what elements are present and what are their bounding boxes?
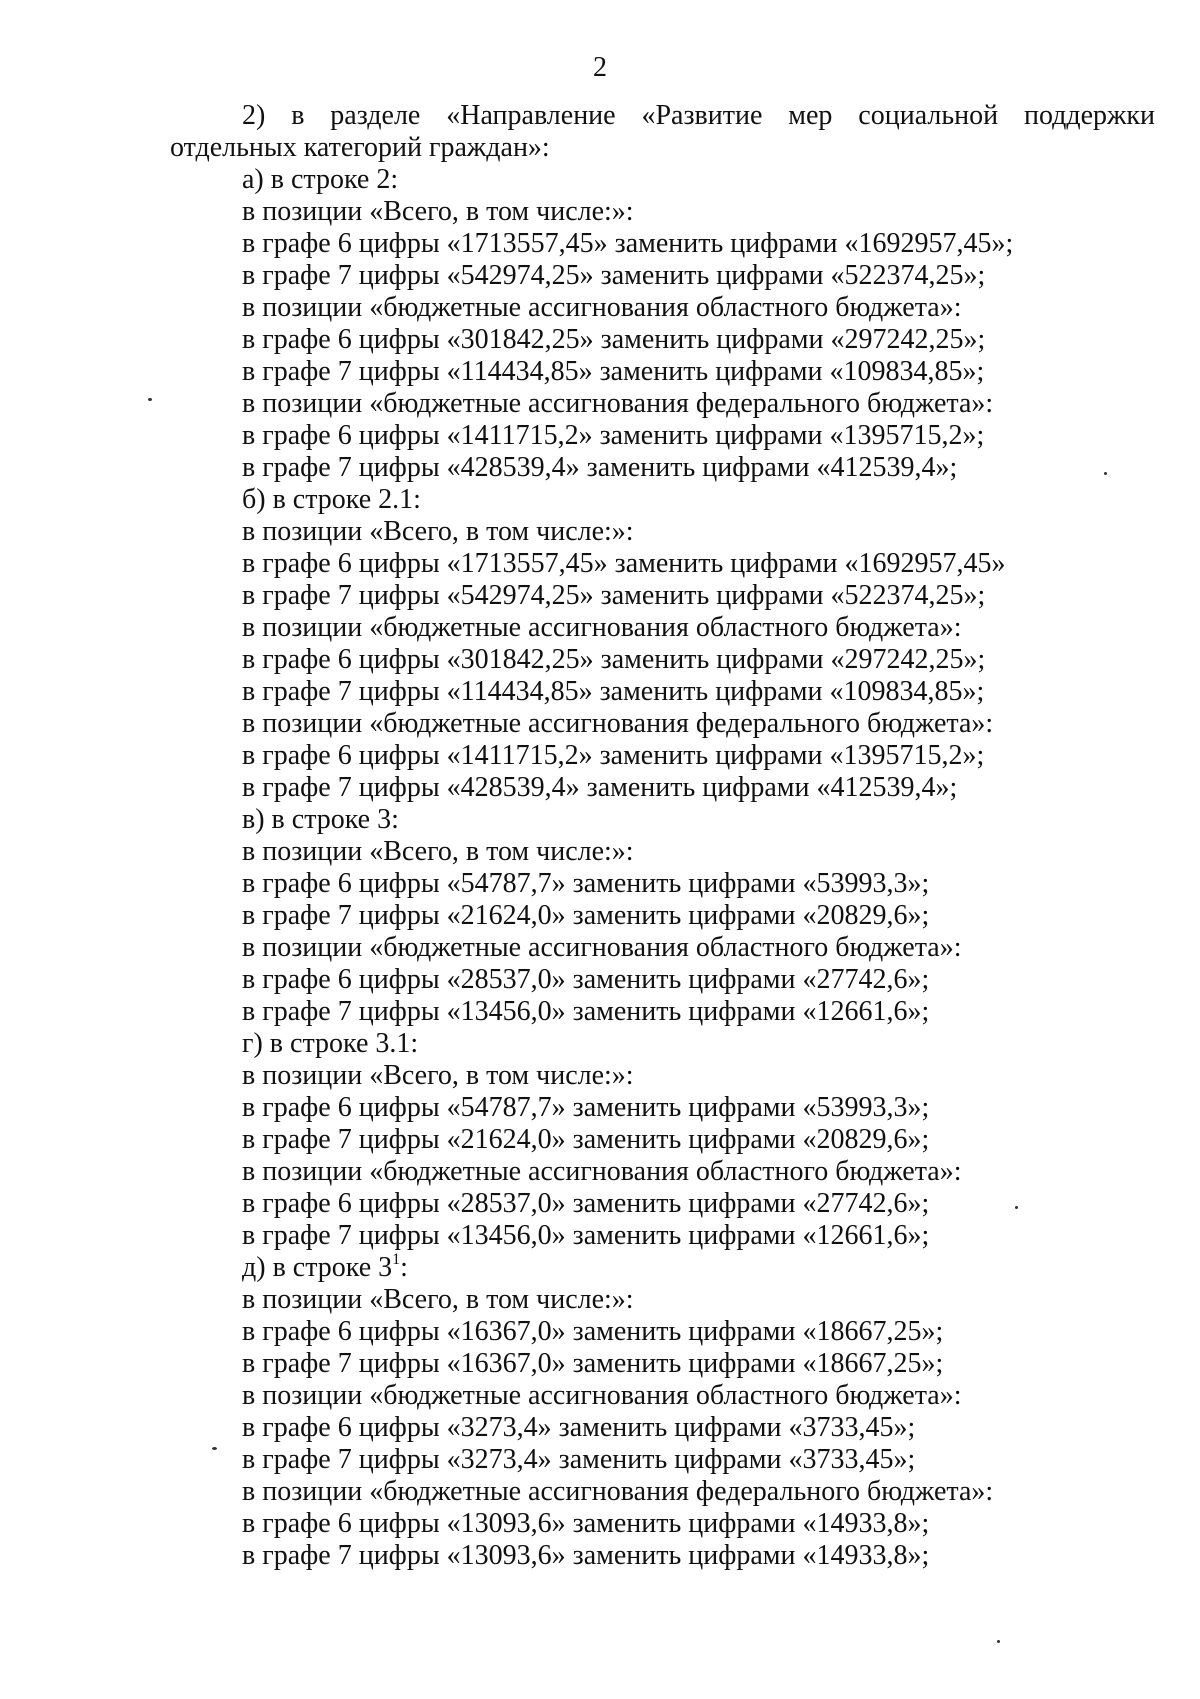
scan-speck [212, 1447, 217, 1450]
list-item: в позиции «бюджетные ассигнования федерального бюджета»: [242, 1476, 994, 1507]
line-d-superscript: 1 [392, 1251, 401, 1268]
list-item: в позиции «бюджетные ассигнования федерального бюджета»: [242, 708, 994, 739]
list-item: в графе 7 цифры «542974,25» заменить цифрами «522374,25»; [242, 260, 986, 291]
list-item: в графе 7 цифры «13093,6» заменить цифрами «14933,8»; [242, 1540, 930, 1571]
list-item-d [242, 1252, 1162, 1284]
list-item: в позиции «Всего, в том числе:»: [242, 196, 634, 227]
list-item: в позиции «бюджетные ассигнования федерального бюджета»: [242, 388, 994, 419]
line-d-prefix: д) в строке 3 [242, 1252, 393, 1283]
list-item: б) в строке 2.1: [242, 484, 421, 515]
intro-line-2: отдельных категорий граждан»: [170, 132, 550, 163]
list-item: а) в строке 2: [242, 164, 399, 195]
list-item: в графе 7 цифры «114434,85» заменить цифрами «109834,85»; [242, 676, 985, 707]
list-item: в графе 7 цифры «21624,0» заменить цифрами «20829,6»; [242, 1124, 930, 1155]
list-item: в графе 6 цифры «1713557,45» заменить цифрами «1692957,45» [242, 548, 1006, 579]
list-item: в) в строке 3: [242, 804, 399, 835]
scan-speck [1104, 472, 1107, 475]
list-item: в графе 6 цифры «1411715,2» заменить цифрами «1395715,2»; [242, 740, 985, 771]
list-item: в позиции «Всего, в том числе:»: [242, 516, 634, 547]
amendment-list [242, 164, 1162, 1572]
list-item: в графе 7 цифры «3273,4» заменить цифрами «3733,45»; [242, 1444, 916, 1475]
list-item: в позиции «бюджетные ассигнования областного бюджета»: [242, 1156, 962, 1187]
scan-speck [997, 1640, 1000, 1643]
line-d-suffix: : [400, 1252, 408, 1283]
list-item: в графе 6 цифры «301842,25» заменить цифрами «297242,25»; [242, 324, 986, 355]
list-item: в графе 6 цифры «13093,6» заменить цифрами «14933,8»; [242, 1508, 930, 1539]
list-item: в графе 6 цифры «54787,7» заменить цифрами «53993,3»; [242, 1092, 930, 1123]
list-item: в позиции «бюджетные ассигнования областного бюджета»: [242, 612, 962, 643]
intro-paragraph [170, 100, 1155, 164]
list-item: в позиции «бюджетные ассигнования областного бюджета»: [242, 292, 962, 323]
list-item: в графе 7 цифры «21624,0» заменить цифрами «20829,6»; [242, 900, 930, 931]
list-item: в графе 7 цифры «542974,25» заменить цифрами «522374,25»; [242, 580, 986, 611]
list-item: в позиции «бюджетные ассигнования областного бюджета»: [242, 932, 962, 963]
list-item: в графе 6 цифры «1411715,2» заменить цифрами «1395715,2»; [242, 420, 985, 451]
list-item: в графе 6 цифры «28537,0» заменить цифрами «27742,6»; [242, 964, 930, 995]
list-item: в позиции «Всего, в том числе:»: [242, 836, 634, 867]
list-item: в графе 7 цифры «13456,0» заменить цифрами «12661,6»; [242, 996, 930, 1027]
list-item: в графе 7 цифры «428539,4» заменить цифрами «412539,4»; [242, 452, 958, 483]
list-item: в графе 6 цифры «3273,4» заменить цифрами «3733,45»; [242, 1412, 916, 1443]
list-item: в позиции «бюджетные ассигнования областного бюджета»: [242, 1380, 962, 1411]
list-item: в графе 7 цифры «428539,4» заменить цифрами «412539,4»; [242, 772, 958, 803]
list-item: в графе 6 цифры «54787,7» заменить цифрами «53993,3»; [242, 868, 930, 899]
intro-line-1: 2) в разделе «Направление «Развитие мер социальной поддержки [242, 100, 1155, 131]
page-number: 2 [593, 52, 607, 83]
list-item: в позиции «Всего, в том числе:»: [242, 1060, 634, 1091]
list-item: в графе 6 цифры «28537,0» заменить цифрами «27742,6»; [242, 1188, 930, 1219]
list-item: в позиции «Всего, в том числе:»: [242, 1284, 634, 1315]
list-item: в графе 6 цифры «16367,0» заменить цифрами «18667,25»; [242, 1316, 944, 1347]
list-item: г) в строке 3.1: [242, 1028, 419, 1059]
list-item: в графе 7 цифры «16367,0» заменить цифрами «18667,25»; [242, 1348, 944, 1379]
list-item: в графе 6 цифры «1713557,45» заменить цифрами «1692957,45»; [242, 228, 1014, 259]
list-item: в графе 7 цифры «13456,0» заменить цифрами «12661,6»; [242, 1220, 930, 1251]
list-item: в графе 6 цифры «301842,25» заменить цифрами «297242,25»; [242, 644, 986, 675]
list-item: в графе 7 цифры «114434,85» заменить цифрами «109834,85»; [242, 356, 985, 387]
scan-speck [148, 398, 152, 401]
scan-speck [1015, 1206, 1018, 1209]
